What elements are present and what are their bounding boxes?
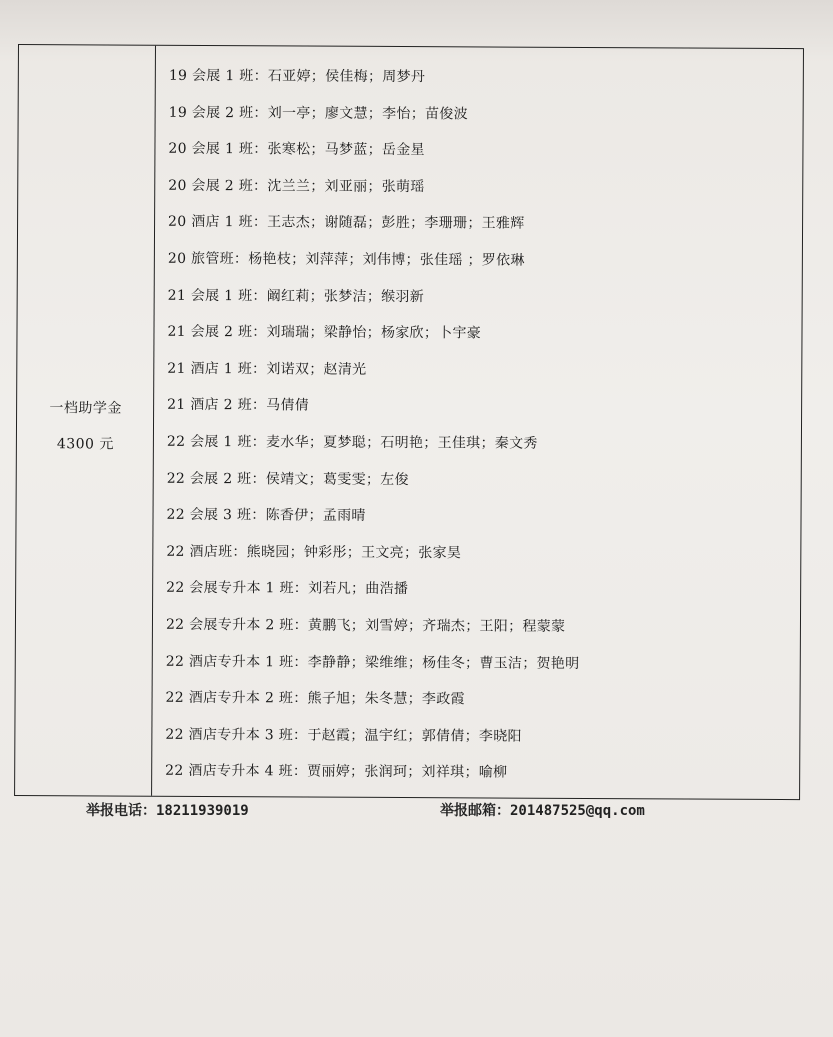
report-email: 举报邮箱：201487525@qq.com [440,803,645,819]
list-item: 20 会展 1 班：张寒松；马梦蓝；岳金星 [168,140,425,159]
list-item: 21 会展 1 班：阚红莉；张梦洁；缑羽新 [167,287,425,305]
list-item: 19 会展 1 班：石亚婷；侯佳梅；周梦丹 [168,67,426,86]
class-list [165,58,789,793]
list-item: 22 会展 2 班：侯靖文；葛雯雯；左俊 [166,470,409,488]
scholarship-table [14,44,804,800]
list-item: 20 旅管班：杨艳枝；刘萍萍；刘伟博；张佳瑶 ；罗依琳 [167,250,525,269]
list-item: 22 酒店班：熊晓园；钟彩彤；王文亮；张家昊 [166,543,462,562]
list-item: 21 酒店 2 班：马倩倩 [167,397,310,414]
list-item: 22 酒店专升本 2 班：熊子旭；朱冬慧；李政霞 [165,689,465,708]
list-item: 20 会展 2 班：沈兰兰；刘亚丽；张萌瑶 [168,177,425,195]
list-item: 22 会展 3 班：陈香伊；孟雨晴 [166,506,366,524]
category-amount: 4300 元 [56,436,114,453]
list-item: 22 会展专升本 1 班：刘若凡；曲浩播 [166,580,409,598]
list-item: 21 会展 2 班：刘瑞瑞；梁静怡；杨家欣；卜宇豪 [167,323,482,342]
list-item: 22 会展 1 班：麦水华；夏梦聪；石明艳；王佳琪；秦文秀 [166,433,538,452]
list-item: 22 会展专升本 2 班：黄鹏飞；刘雪婷；齐瑞杰；王阳；程蒙蒙 [165,616,566,635]
category-cell [15,45,156,796]
report-phone: 举报电话：18211939019 [86,803,249,819]
category-title: 一档助学金 [49,400,122,417]
list-item: 22 酒店专升本 3 班：于赵霞；温宇红；郭倩倩；李晓阳 [165,726,522,745]
list-item: 19 会展 2 班：刘一亭；廖文慧；李怡；苗俊波 [168,104,468,122]
list-item: 22 酒店专升本 1 班：李静静；梁维维；杨佳冬；曹玉洁；贺艳明 [165,653,580,672]
list-item: 21 酒店 1 班：刘诺双；赵清光 [167,360,367,378]
list-item: 22 酒店专升本 4 班：贾丽婷；张润珂；刘祥琪；喻柳 [165,763,508,781]
list-item: 20 酒店 1 班：王志杰；谢随磊；彭胜；李珊珊；王雅辉 [168,214,525,233]
